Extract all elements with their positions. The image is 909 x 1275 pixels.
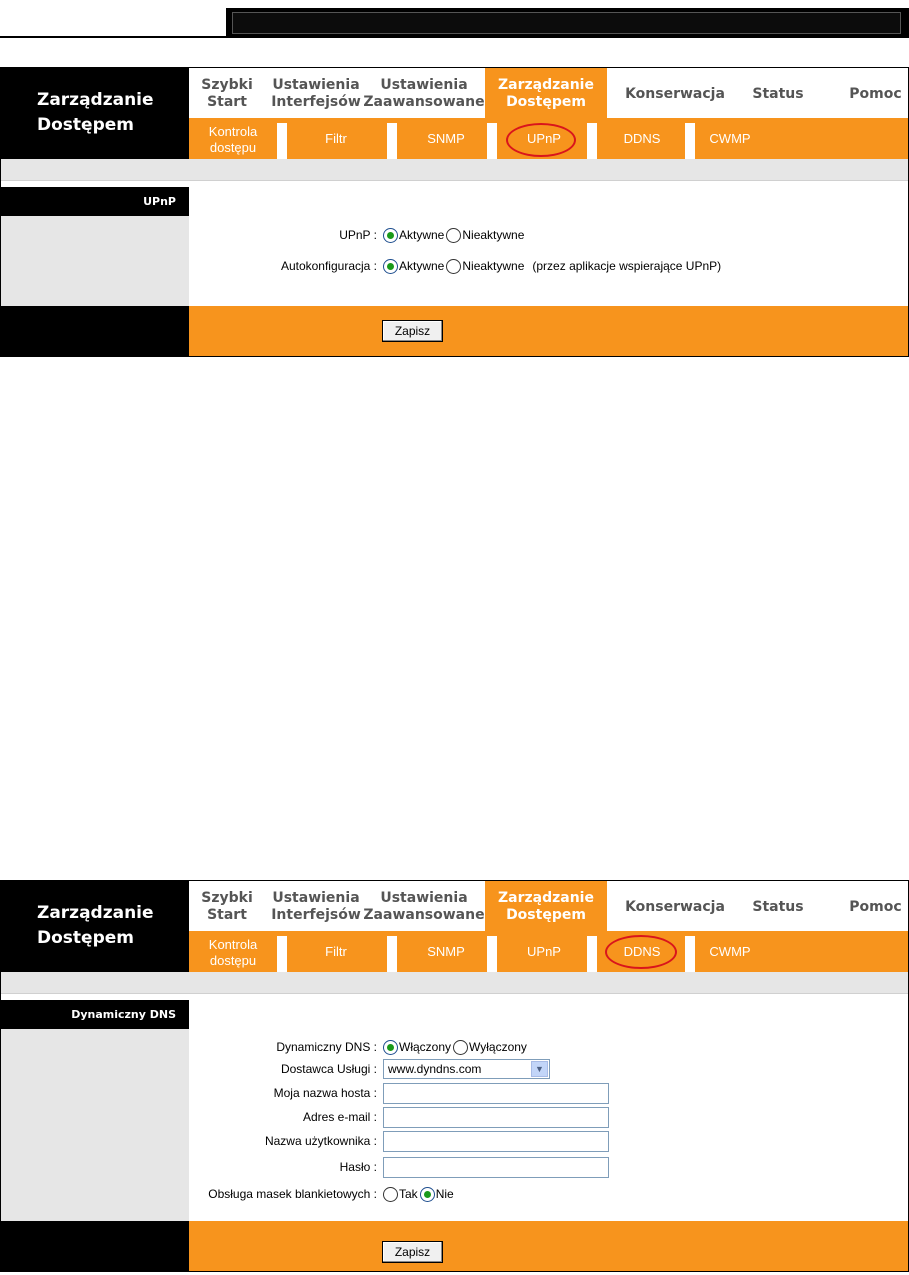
subnav-upnp[interactable]: UPnP	[527, 944, 561, 959]
subnav-divider	[387, 123, 397, 159]
username-label: Nazwa użytkownika :	[264, 1134, 377, 1148]
nav-label: Dostępem	[506, 907, 586, 923]
chevron-down-icon[interactable]: ▼	[531, 1061, 548, 1077]
subnav-divider	[587, 936, 597, 972]
nav-label: Ustawienia	[272, 77, 360, 93]
nav-label: Pomoc	[849, 86, 902, 102]
nav-item-maintenance[interactable]	[619, 881, 731, 931]
nav-label: Dostępem	[506, 94, 586, 110]
subnav-cwmp[interactable]: CWMP	[709, 944, 751, 959]
ddns-panel	[0, 880, 909, 1272]
email-label: Adres e-mail :	[302, 1110, 377, 1124]
subnav-divider	[387, 936, 397, 972]
nav-label: Ustawienia	[272, 890, 360, 906]
footer-left	[1, 306, 189, 357]
password-label: Hasło :	[339, 1160, 377, 1174]
header-tab-block	[0, 0, 226, 38]
brand-title	[1, 881, 189, 972]
ddns-label: Dynamiczny DNS :	[276, 1040, 377, 1054]
nav-item-advanced-setup[interactable]	[363, 68, 485, 118]
upnp-row	[189, 225, 909, 245]
subnav-cwmp[interactable]: CWMP	[709, 131, 751, 146]
email-row	[189, 1107, 909, 1127]
autoconfig-disable-label: Nieaktywne	[462, 259, 525, 273]
upnp-disable-label: Nieaktywne	[462, 228, 525, 242]
autoconfig-disable-radio[interactable]	[446, 259, 461, 274]
nav-item-help[interactable]	[841, 68, 909, 118]
ddns-disable-label: Wyłączony	[469, 1040, 527, 1054]
autoconfig-row	[189, 256, 909, 276]
hostname-controls	[383, 1083, 609, 1103]
subnav-divider	[487, 936, 497, 972]
autoconfig-controls	[383, 256, 721, 276]
wildcard-no-radio[interactable]	[420, 1187, 435, 1202]
nav-label: Start	[207, 94, 247, 110]
left-gray-column	[1, 216, 189, 306]
hostname-label: Moja nazwa hosta :	[273, 1086, 377, 1100]
hostname-row	[189, 1083, 909, 1103]
footer-bar	[189, 1221, 909, 1272]
brand-line1: Zarządzanie	[37, 90, 154, 110]
password-input[interactable]	[383, 1157, 609, 1178]
email-input[interactable]	[383, 1107, 609, 1128]
subnav-filter[interactable]: Filtr	[325, 944, 347, 959]
nav-label: Zaawansowane	[363, 94, 485, 110]
header-bar	[226, 8, 909, 38]
provider-row	[189, 1059, 909, 1079]
upnp-enable-label: Aktywne	[399, 228, 445, 242]
sub-nav	[189, 931, 909, 972]
nav-item-help[interactable]	[841, 881, 909, 931]
wildcard-yes-label: Tak	[399, 1187, 418, 1201]
subnav-access-control[interactable]	[193, 931, 273, 972]
nav-label: Zarządzanie	[498, 77, 594, 93]
subnav-label: Kontrola	[208, 124, 258, 139]
nav-label: Ustawienia	[380, 890, 468, 906]
top-nav	[189, 881, 909, 931]
highlight-circle	[506, 123, 576, 157]
nav-item-status[interactable]	[739, 68, 817, 118]
provider-value: www.dyndns.com	[388, 1062, 482, 1076]
nav-label: Pomoc	[849, 899, 902, 915]
provider-controls	[383, 1059, 550, 1079]
subnav-access-control[interactable]	[193, 118, 273, 159]
autoconfig-enable-label: Aktywne	[399, 259, 445, 273]
nav-label: Start	[207, 907, 247, 923]
ddns-row	[189, 1037, 909, 1057]
wildcard-row	[189, 1184, 909, 1204]
wildcard-yes-radio[interactable]	[383, 1187, 398, 1202]
subnav-label: dostępu	[209, 953, 257, 968]
subnav-ddns[interactable]: DDNS	[623, 131, 661, 146]
section-label-ddns: Dynamiczny DNS	[1, 1000, 189, 1029]
subnav-filter[interactable]: Filtr	[325, 131, 347, 146]
nav-label: Konserwacja	[625, 86, 725, 102]
provider-label: Dostawca Usługi :	[280, 1062, 377, 1076]
ddns-enable-label: Włączony	[399, 1040, 452, 1054]
ddns-controls	[383, 1037, 529, 1057]
upnp-disable-radio[interactable]	[446, 228, 461, 243]
nav-label: Zarządzanie	[498, 890, 594, 906]
subnav-label: dostępu	[209, 140, 257, 155]
nav-item-interface-setup[interactable]	[271, 881, 361, 931]
upnp-panel	[0, 67, 909, 357]
nav-item-quick-start[interactable]	[189, 68, 265, 118]
brand-line2: Dostępem	[37, 928, 134, 948]
nav-item-access-management[interactable]	[485, 68, 607, 118]
upnp-controls	[383, 225, 526, 245]
document-header	[0, 0, 909, 40]
nav-label: Zaawansowane	[363, 907, 485, 923]
wildcard-no-label: Nie	[435, 1187, 454, 1201]
provider-select[interactable]	[383, 1059, 550, 1079]
subnav-divider	[587, 123, 597, 159]
nav-label: Status	[752, 899, 804, 915]
nav-item-interface-setup[interactable]	[271, 68, 361, 118]
nav-item-advanced-setup[interactable]	[363, 881, 485, 931]
wildcard-controls	[383, 1184, 456, 1204]
nav-label: Interfejsów	[271, 907, 361, 923]
subnav-upnp[interactable]: UPnP	[527, 131, 561, 146]
subnav-divider	[277, 123, 287, 159]
autoconfig-label: Autokonfiguracja :	[280, 259, 377, 273]
subnav-divider	[487, 123, 497, 159]
nav-item-access-management[interactable]	[485, 881, 607, 931]
brand-line2: Dostępem	[37, 115, 134, 135]
nav-label: Ustawienia	[380, 77, 468, 93]
nav-item-quick-start[interactable]	[189, 881, 265, 931]
brand-title	[1, 68, 189, 159]
header-bar-inner	[232, 12, 901, 34]
email-controls	[383, 1107, 609, 1127]
subnav-divider	[277, 936, 287, 972]
autoconfig-note: (przez aplikacje wspierające UPnP)	[532, 259, 722, 273]
highlight-circle	[605, 935, 677, 969]
footer-bar	[189, 306, 909, 357]
save-button[interactable]: Zapisz	[382, 1241, 443, 1263]
nav-label: Interfejsów	[271, 94, 361, 110]
password-row	[189, 1157, 909, 1177]
footer-left	[1, 1221, 189, 1272]
upnp-enable-radio[interactable]	[383, 228, 398, 243]
top-nav	[189, 68, 909, 118]
subnav-divider	[685, 936, 695, 972]
username-row	[189, 1131, 909, 1151]
nav-item-status[interactable]	[739, 881, 817, 931]
subnav-ddns[interactable]: DDNS	[623, 944, 661, 959]
ddns-disable-radio[interactable]	[453, 1040, 468, 1055]
subnav-snmp[interactable]: SNMP	[427, 944, 465, 959]
username-controls	[383, 1131, 609, 1151]
upnp-label: UPnP :	[339, 228, 377, 242]
nav-label: Szybki	[201, 77, 253, 93]
gray-strip	[1, 972, 909, 994]
nav-item-maintenance[interactable]	[619, 68, 731, 118]
wildcard-label: Obsługa masek blankietowych :	[208, 1187, 377, 1201]
username-input[interactable]	[383, 1131, 609, 1152]
left-gray-column	[1, 1029, 189, 1221]
nav-label: Status	[752, 86, 804, 102]
hostname-input[interactable]	[383, 1083, 609, 1104]
password-controls	[383, 1157, 609, 1177]
brand-line1: Zarządzanie	[37, 903, 154, 923]
ddns-enable-radio[interactable]	[383, 1040, 398, 1055]
subnav-divider	[685, 123, 695, 159]
nav-label: Konserwacja	[625, 899, 725, 915]
save-button[interactable]: Zapisz	[382, 320, 443, 342]
subnav-label: Kontrola	[208, 937, 258, 952]
gray-strip	[1, 159, 909, 181]
nav-label: Szybki	[201, 890, 253, 906]
sub-nav	[189, 118, 909, 159]
autoconfig-enable-radio[interactable]	[383, 259, 398, 274]
section-label-upnp: UPnP	[1, 187, 189, 216]
subnav-snmp[interactable]: SNMP	[427, 131, 465, 146]
